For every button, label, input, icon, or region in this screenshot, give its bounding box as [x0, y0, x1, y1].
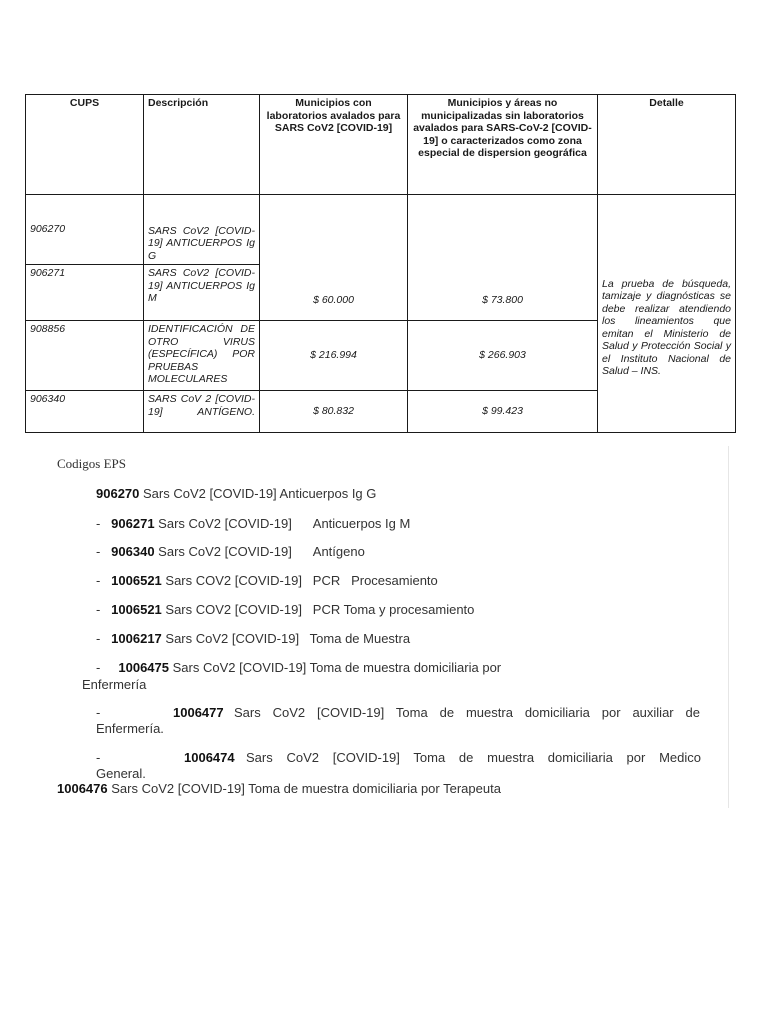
code-number: 1006476 — [57, 781, 108, 796]
price-without-lab-cell: $ 266.903 — [408, 321, 598, 391]
code-number: 1006475 — [118, 660, 170, 675]
code-description: Sars CoV2 [COVID-19] Toma de muestra domiciliaria por — [169, 660, 502, 675]
table-row — [26, 195, 736, 265]
code-description: Sars CoV2 [COVID-19] Toma de muestra domiciliaria por Terapeuta — [107, 781, 501, 796]
detail-cell: La prueba de búsqueda, tamizaje y diagnósticas se debe realizar atendiendo los lineamientos que emitan el Ministerio de Salud y Protección Social y el Instituto Nacional de Salud – INS. — [598, 195, 736, 433]
code-number: 906270 — [96, 486, 140, 501]
price-with-lab-cell: $ 216.994 — [260, 321, 408, 391]
bullet: - — [96, 705, 101, 720]
desc-cell: SARS CoV2 [COVID-19] ANTICUERPOS Ig M — [144, 265, 260, 321]
code-description: Sars CoV2 [COVID-19] Anticuerpos Ig G — [139, 486, 377, 501]
code-line — [96, 660, 501, 675]
code-number: 1006521 — [111, 602, 162, 617]
cups-cell: 906271 — [26, 265, 144, 321]
bullet: - — [96, 602, 112, 617]
bullet: - — [96, 544, 112, 559]
code-description: Sars CoV2 [COVID-19] Anticuerpos Ig M — [154, 516, 411, 531]
code-line — [57, 781, 501, 796]
code-line — [96, 516, 410, 531]
price-without-lab-cell: $ 73.800 — [408, 195, 598, 321]
code-line — [96, 486, 376, 501]
code-description: Sars CoV2 [COVID-19] Antígeno — [154, 544, 365, 559]
price-without-lab-cell: $ 99.423 — [408, 391, 598, 433]
code-description: Sars CoV2 [COVID-19] Toma de muestra domiciliaria por Medico — [246, 750, 701, 765]
cups-cell: 908856 — [26, 321, 144, 391]
cups-cell: 906270 — [26, 195, 144, 265]
code-description: Sars COV2 [COVID-19] PCR Toma y procesamiento — [161, 602, 475, 617]
header-descripcion: Descripción — [144, 95, 260, 195]
code-line-continuation: Enfermería. — [96, 721, 164, 736]
header-detalle: Detalle — [598, 95, 736, 195]
code-line — [96, 573, 438, 588]
table-header-row — [26, 95, 736, 195]
pricing-table — [25, 94, 736, 433]
header-cups: CUPS — [26, 95, 144, 195]
code-number: 906271 — [111, 516, 155, 531]
header-municipios-sin-lab: Municipios y áreas no municipalizadas sin laboratorios avalados para SARS-CoV-2 [COVID-19] o caracterizados como zona especial de dispersion geográfica — [408, 95, 598, 195]
code-number: 1006217 — [111, 631, 162, 646]
eps-codes-section — [0, 446, 729, 808]
code-description: Sars CoV2 [COVID-19] Toma de muestra domiciliaria por auxiliar de — [234, 705, 700, 720]
codes-title: Codigos EPS — [57, 456, 126, 471]
code-line — [96, 631, 410, 646]
code-description: Sars COV2 [COVID-19] PCR Procesamiento — [161, 573, 438, 588]
bullet: - — [96, 631, 112, 646]
desc-cell: SARS CoV 2 [COVID-19] ANTÍGENO. — [144, 391, 260, 433]
price-with-lab-cell: $ 80.832 — [260, 391, 408, 433]
bullet: - — [96, 573, 112, 588]
code-line-continuation: Enfermería — [82, 677, 147, 692]
code-line — [96, 602, 474, 617]
price-with-lab-cell: $ 60.000 — [260, 195, 408, 321]
header-municipios-con-lab: Municipios con laboratorios avalados para SARS CoV2 [COVID-19] — [260, 95, 408, 195]
code-description: Sars CoV2 [COVID-19] Toma de Muestra — [161, 631, 411, 646]
code-number: 1006477 — [173, 705, 224, 720]
code-line — [96, 544, 365, 559]
code-number: 906340 — [111, 544, 155, 559]
bullet: - — [96, 750, 101, 765]
bullet: - — [96, 660, 119, 675]
code-number: 1006521 — [111, 573, 162, 588]
code-line-continuation: General. — [96, 766, 146, 781]
desc-cell: SARS CoV2 [COVID-19] ANTICUERPOS Ig G — [144, 195, 260, 265]
bullet: - — [96, 516, 112, 531]
cups-cell: 906340 — [26, 391, 144, 433]
desc-cell: IDENTIFICACIÓN DE OTRO VIRUS (ESPECÍFICA) POR PRUEBAS MOLECULARES — [144, 321, 260, 391]
code-number: 1006474 — [184, 750, 235, 765]
